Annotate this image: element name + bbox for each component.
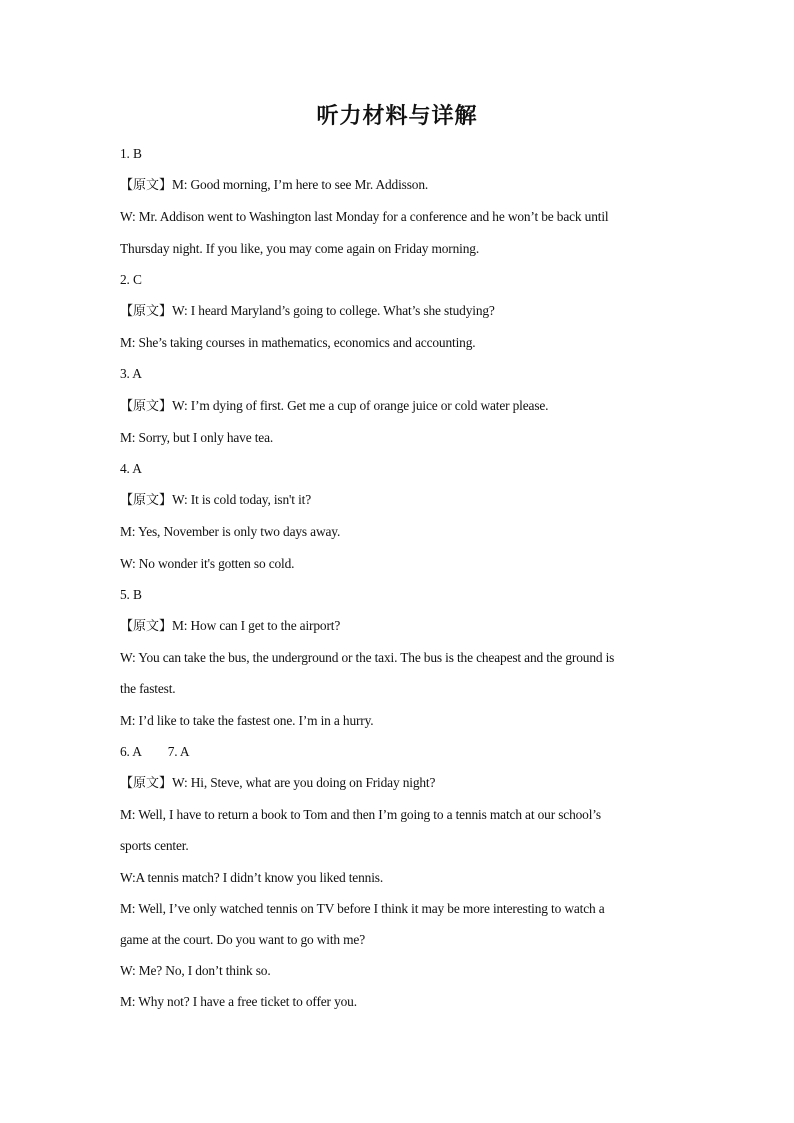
dialogue-text: M: Good morning, I’m here to see Mr. Addisson.	[172, 177, 429, 193]
source-tag: 【原文】	[120, 178, 173, 194]
answer-1: 1. B	[120, 146, 142, 161]
dialogue-line: the fastest.	[120, 681, 176, 697]
transcript-line	[120, 484, 660, 516]
page-title: 听力材料与详解	[316, 104, 478, 129]
dialogue-line: W: No wonder it's gotten so cold.	[120, 555, 295, 571]
dialogue-line: Thursday night. If you like, you may come again on Friday morning.	[120, 240, 480, 256]
dialogue-text: W: I’m dying of first. Get me a cup of orange juice or cold water please.	[172, 397, 549, 413]
dialogue-text: M: How can I get to the airport?	[172, 618, 341, 634]
dialogue-text: W: Hi, Steve, what are you doing on Friday night?	[172, 775, 436, 791]
dialogue-line: sports center.	[120, 838, 189, 854]
source-tag: 【原文】	[120, 304, 173, 320]
answer-5: 5. B	[120, 586, 142, 602]
dialogue-line: M: She’s taking courses in mathematics, economics and accounting.	[120, 335, 476, 351]
dialogue-line: M: Yes, November is only two days away.	[120, 524, 341, 540]
transcript-line	[120, 610, 660, 642]
dialogue-line: game at the court. Do you want to go with me?	[120, 932, 366, 948]
transcript-line	[120, 169, 660, 201]
dialogue-line: M: Well, I’ve only watched tennis on TV before I think it may be more interesting to watch a	[120, 900, 605, 916]
document-body	[120, 138, 660, 1018]
answer-7: 7. A	[167, 743, 190, 759]
source-tag: 【原文】	[120, 619, 173, 635]
transcript-line	[120, 767, 660, 799]
answer-6-7	[120, 736, 660, 767]
source-tag: 【原文】	[120, 493, 173, 509]
dialogue-line: M: Well, I have to return a book to Tom and then I’m going to a tennis match at our school’s	[120, 807, 601, 823]
answer-2: 2. C	[120, 271, 142, 287]
dialogue-line: W: Mr. Addison went to Washington last Monday for a conference and he won’t be back until	[120, 209, 609, 225]
dialogue-line: M: Why not? I have a free ticket to offer you.	[120, 994, 357, 1010]
dialogue-line: W: Me? No, I don’t think so.	[120, 963, 271, 979]
dialogue-line: M: Sorry, but I only have tea.	[120, 429, 274, 445]
dialogue-line: W:A tennis match? I didn’t know you liked tennis.	[120, 869, 384, 885]
dialogue-line: W: You can take the bus, the underground or the taxi. The bus is the cheapest and the ground is	[120, 650, 615, 666]
answer-6: 6. A	[120, 743, 142, 759]
transcript-line	[120, 295, 660, 327]
answer-4: 4. A	[120, 461, 142, 477]
dialogue-line: M: I’d like to take the fastest one. I’m in a hurry.	[120, 712, 374, 728]
dialogue-text: W: I heard Maryland’s going to college. What’s she studying?	[172, 303, 495, 319]
transcript-line	[120, 390, 660, 422]
dialogue-text: W: It is cold today, isn't it?	[172, 492, 311, 508]
source-tag: 【原文】	[120, 398, 173, 414]
answer-3: 3. A	[120, 366, 142, 382]
source-tag: 【原文】	[120, 776, 173, 792]
